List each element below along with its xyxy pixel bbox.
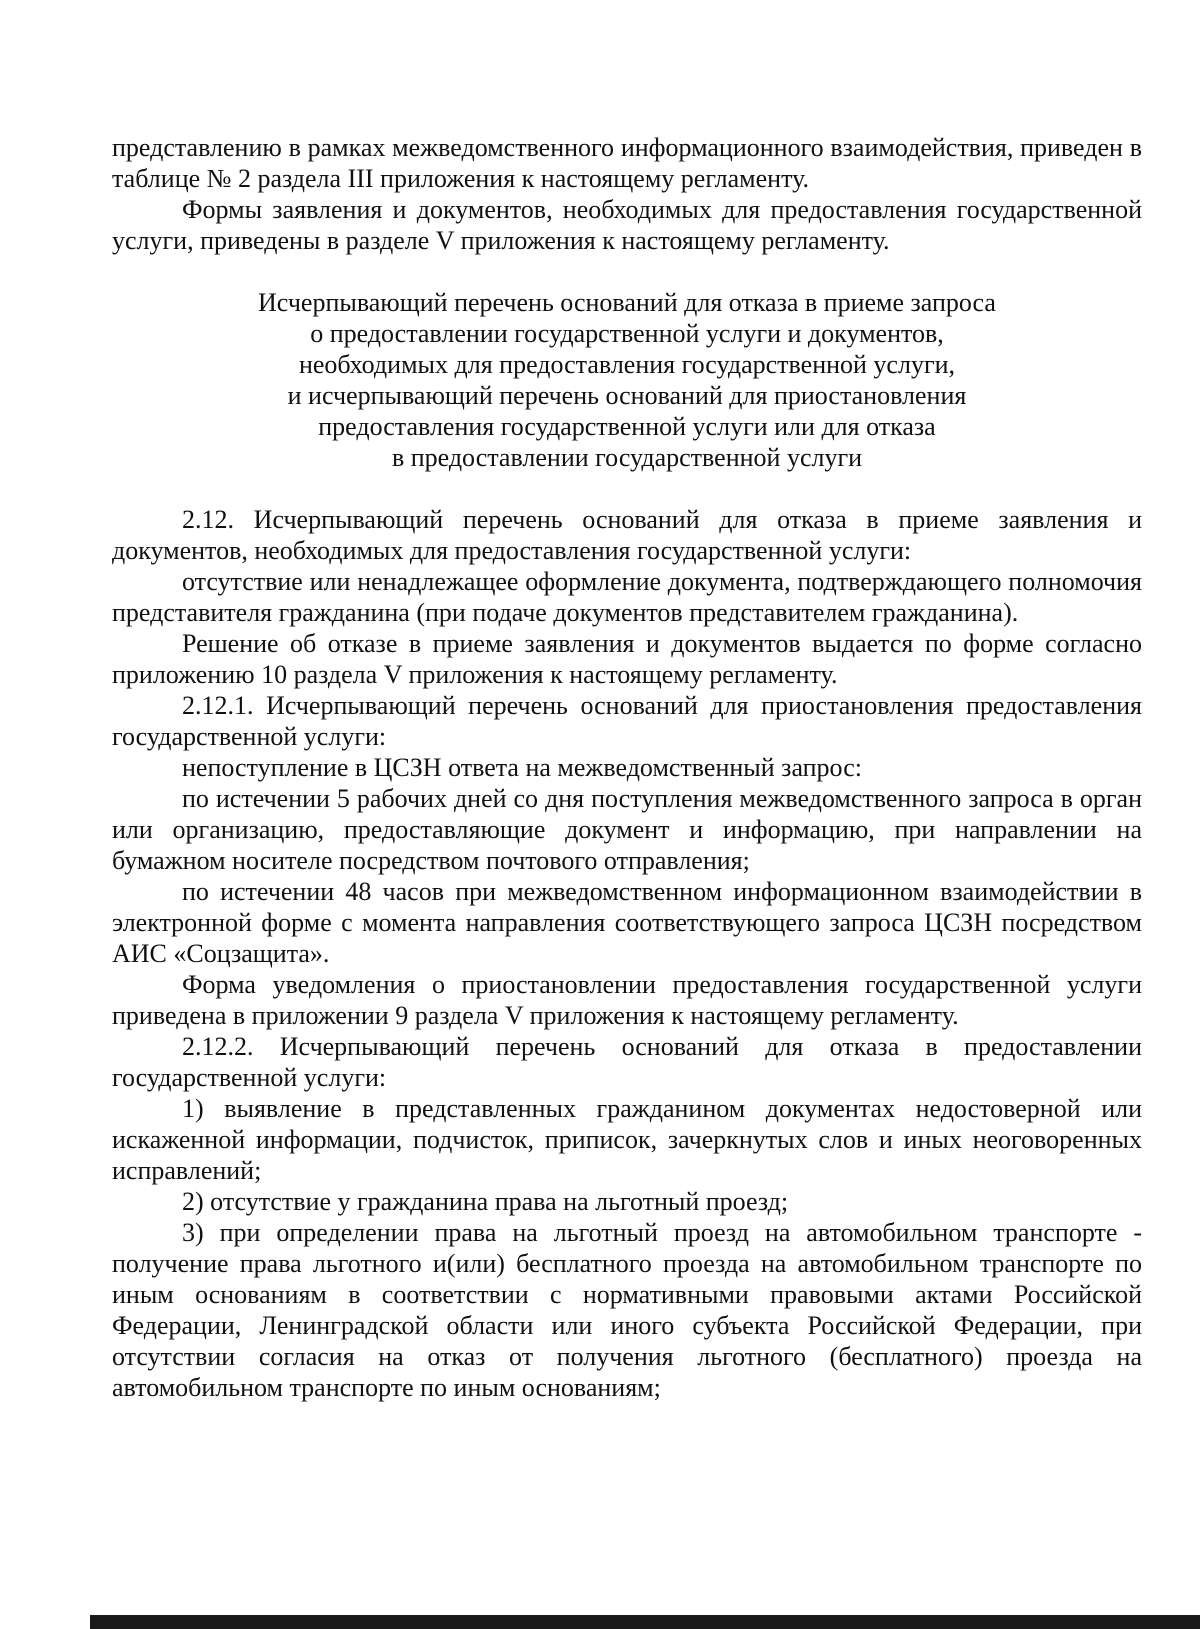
heading-line: о предоставлении государственной услуги и документов, [310, 319, 944, 348]
heading-line: предоставления государственной услуги или для отказа [318, 412, 936, 441]
paragraph-absence-document: отсутствие или ненадлежащее оформление документа, подтверждающего полномочия представителя гражданина (при подаче документов представителем гражданина). [112, 567, 1142, 627]
paragraph-5-days: по истечении 5 рабочих дней со дня поступления межведомственного запроса в орган или организацию, предоставляющие документ и информацию, при направлении на бумажном носителе посредством почтового отправления; [112, 784, 1142, 875]
heading-line: Исчерпывающий перечень оснований для отказа в приеме запроса [258, 288, 996, 317]
heading-line: и исчерпывающий перечень оснований для приостановления [287, 381, 967, 410]
heading-line: необходимых для предоставления государственной услуги, [298, 350, 956, 379]
document-body [112, 132, 1142, 1403]
scan-bottom-edge-gap [0, 1615, 90, 1629]
list-item-1: 1) выявление в представленных гражданином документах недостоверной или искаженной информации, подчисток, приписок, зачеркнутых слов и иных неоговоренных исправлений; [112, 1094, 1142, 1185]
paragraph-2-12-1: 2.12.1. Исчерпывающий перечень оснований для приостановления предоставления государственной услуги: [112, 691, 1142, 751]
paragraph-refusal-decision: Решение об отказе в приеме заявления и документов выдается по форме согласно приложению 10 раздела V приложения к настоящему регламенту. [112, 629, 1142, 689]
paragraph-2-12: 2.12. Исчерпывающий перечень оснований для отказа в приеме заявления и документов, необходимых для предоставления государственной услуги: [112, 505, 1142, 565]
paragraph-continuation: представлению в рамках межведомственного информационного взаимодействия, приведен в таблице № 2 раздела III приложения к настоящему регламенту. [112, 133, 1142, 193]
paragraph-2-12-2: 2.12.2. Исчерпывающий перечень оснований для отказа в предоставлении государственной услуги: [112, 1032, 1142, 1092]
paragraph-forms: Формы заявления и документов, необходимых для предоставления государственной услуги, приведены в разделе V приложения к настоящему регламенту. [112, 195, 1142, 255]
list-item-2: 2) отсутствие у гражданина права на льготный проезд; [182, 1187, 789, 1216]
section-heading [112, 287, 1142, 473]
paragraph-no-response: непоступление в ЦСЗН ответа на межведомственный запрос: [182, 753, 862, 782]
scan-bottom-edge [0, 1615, 1200, 1629]
heading-line: в предоставлении государственной услуги [391, 443, 863, 472]
list-item-3: 3) при определении права на льготный проезд на автомобильном транспорте - получение права льготного и(или) бесплатного проезда на автомобильном транспорте по иным основаниям в соответствии с нормативными правовыми актами Российской Федерации, Ленинградской области или иного субъекта Российской Федерации, при отсутствии согласия на отказ от получения льготного (бесплатного) проезда на автомобильном транспорте по иным основаниям; [112, 1218, 1142, 1402]
paragraph-notification-form: Форма уведомления о приостановлении предоставления государственной услуги приведена в приложении 9 раздела V приложения к настоящему регламенту. [112, 970, 1142, 1030]
paragraph-48-hours: по истечении 48 часов при межведомственном информационном взаимодействии в электронной форме с момента направления соответствующего запроса ЦСЗН посредством АИС «Соцзащита». [112, 877, 1142, 968]
